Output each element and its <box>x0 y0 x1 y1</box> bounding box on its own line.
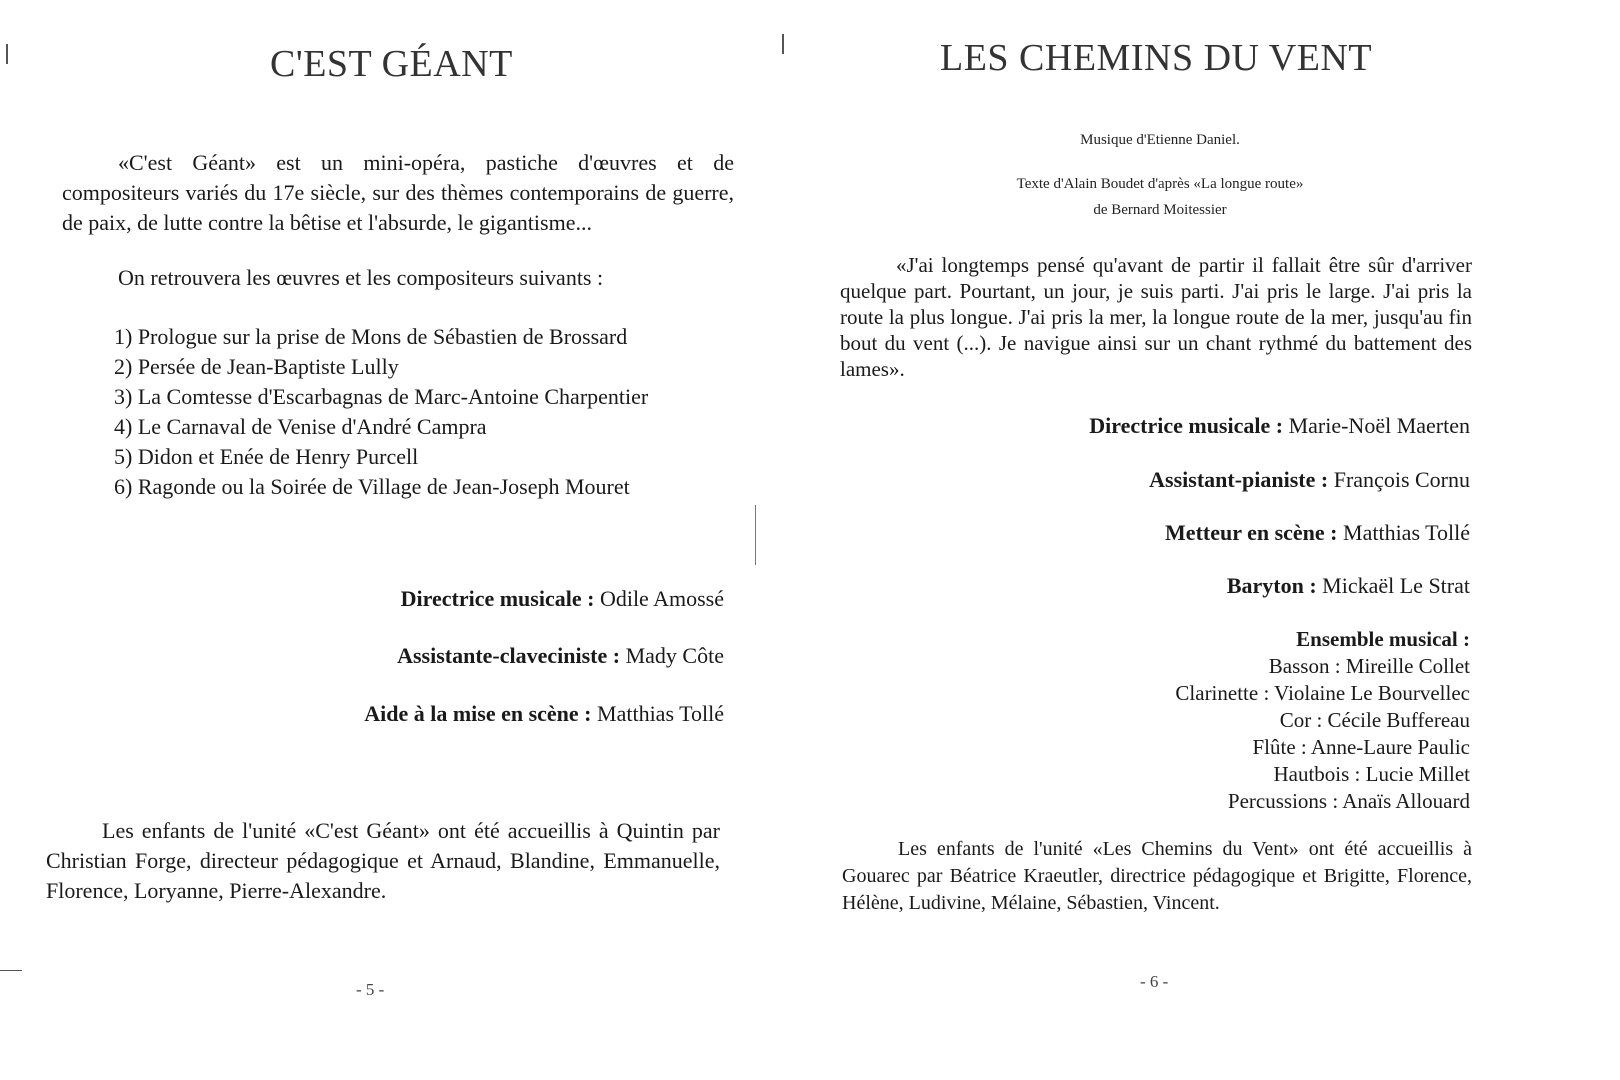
credit-role: Assistante-claveciniste : <box>397 643 621 668</box>
work-item: 5) Didon et Enée de Henry Purcell <box>114 444 419 469</box>
credit-role: Directrice musicale : <box>400 586 595 611</box>
right-closing-paragraph: Les enfants de l'unité «Les Chemins du Vent» ont été accueillis à Gouarec par Béatrice Kraeutler, directrice pédagogique et Brigitte, Florence, Hélène, Ludivine, Mélaine, Sébastien, Vincent. <box>842 838 1472 914</box>
right-page <box>790 0 1620 1080</box>
left-intro-paragraph: «C'est Géant» est un mini-opéra, pastiche d'œuvres et de compositeurs variés du 17e siècle, sur des thèmes contemporains de guerre, de paix, de lutte contre la bêtise et l'absurde, le gigantisme... <box>62 150 734 235</box>
credit-baritone <box>1227 573 1470 599</box>
quote-paragraph: «J'ai longtemps pensé qu'avant de partir il fallait être sûr d'arriver quelque part. Pourtant, un jour, je suis parti. J'ai pris le large. J'ai pris la route la plus longue. J'ai pris la mer, la longue route de la mer, jusqu'au fin bout du vent (...). Je navigue ainsi sur un chant rythmé du battement des lames». <box>840 253 1472 381</box>
credit-role: Directrice musicale : <box>1089 413 1284 438</box>
ensemble-member: Basson : Mireille Collet <box>1268 654 1470 678</box>
scan-edge-mark <box>782 34 784 54</box>
credit-role: Assistant-pianiste : <box>1149 467 1329 492</box>
left-closing-paragraph: Les enfants de l'unité «C'est Géant» ont été accueillis à Quintin par Christian Forge, directeur pédagogique et Arnaud, Blandine, Emmanuelle, Florence, Loryanne, Pierre-Alexandre. <box>46 818 720 903</box>
credit-role: Metteur en scène : <box>1165 520 1338 545</box>
credit-music-director <box>401 586 724 612</box>
ensemble-member: Flûte : Anne-Laure Paulic <box>1252 735 1470 759</box>
work-item: 4) Le Carnaval de Venise d'André Campra <box>114 414 487 439</box>
text-credit-line2: de Bernard Moitessier <box>1093 202 1227 218</box>
work-item: 1) Prologue sur la prise de Mons de Sébastien de Brossard <box>114 324 628 349</box>
credit-music-director <box>1089 413 1470 439</box>
credit-name: François Cornu <box>1333 467 1470 492</box>
ensemble-member: Hautbois : Lucie Millet <box>1273 762 1470 786</box>
ensemble-block <box>1175 626 1470 815</box>
credit-name: Mickaël Le Strat <box>1322 573 1470 598</box>
music-credit: Musique d'Etienne Daniel. <box>1080 132 1240 148</box>
credit-name: Marie-Noël Maerten <box>1288 413 1470 438</box>
works-list <box>114 322 754 502</box>
page-number: - 5 - <box>356 980 385 999</box>
scan-edge-mark <box>6 44 8 64</box>
ensemble-member: Percussions : Anaïs Allouard <box>1227 789 1470 813</box>
ensemble-member: Clarinette : Violaine Le Bourvellec <box>1175 681 1470 705</box>
credit-name: Odile Amossé <box>599 586 724 611</box>
right-page-title: LES CHEMINS DU VENT <box>940 37 1373 79</box>
left-page <box>0 0 790 1080</box>
credit-staging-assistant <box>364 701 724 727</box>
text-credit-line1: Texte d'Alain Boudet d'après «La longue route» <box>1016 176 1304 192</box>
works-list-intro: On retrouvera les œuvres et les compositeurs suivants : <box>118 265 604 290</box>
credit-role: Aide à la mise en scène : <box>364 701 592 726</box>
work-item: 2) Persée de Jean-Baptiste Lully <box>114 354 399 379</box>
credit-name: Matthias Tollé <box>597 701 724 726</box>
credit-stage-director <box>1165 520 1470 546</box>
credit-pianist <box>1149 467 1470 493</box>
credit-name: Mady Côte <box>625 643 724 668</box>
credit-role: Baryton : <box>1226 573 1317 598</box>
work-item: 3) La Comtesse d'Escarbagnas de Marc-Antoine Charpentier <box>114 384 649 409</box>
credit-harpsichordist <box>397 643 724 669</box>
scan-edge-mark <box>0 970 22 971</box>
left-page-title: C'EST GÉANT <box>270 43 513 85</box>
ensemble-heading: Ensemble musical : <box>1296 627 1470 651</box>
ensemble-member: Cor : Cécile Buffereau <box>1279 708 1470 732</box>
scan-fold-mark <box>755 505 756 565</box>
page-number: - 6 - <box>1140 972 1169 991</box>
work-item: 6) Ragonde ou la Soirée de Village de Jean-Joseph Mouret <box>114 474 630 499</box>
credit-name: Matthias Tollé <box>1343 520 1470 545</box>
